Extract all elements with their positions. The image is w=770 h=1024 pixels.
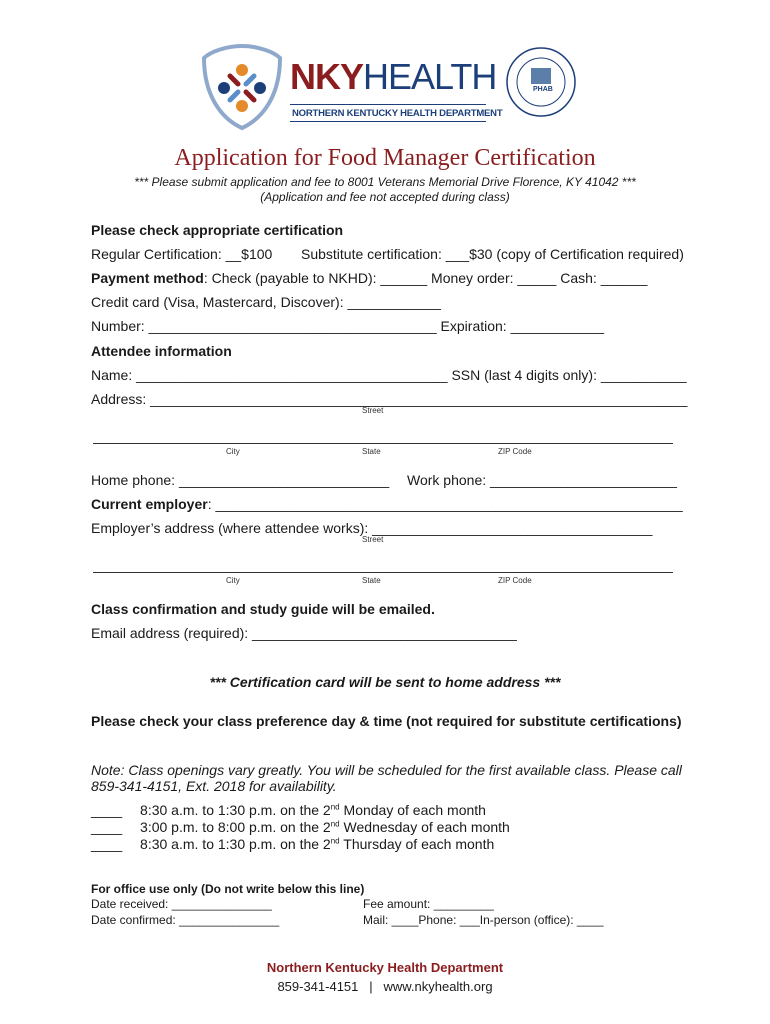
address-line-2[interactable] (93, 443, 673, 444)
fee-amount-field[interactable]: Fee amount: _________ (363, 897, 494, 911)
class-option-3[interactable] (91, 836, 494, 852)
class-option-2[interactable] (91, 819, 510, 835)
submit-notice: *** Please submit application and fee to 8001 Veterans Memorial Drive Florence, KY 41042 *** (134, 175, 636, 189)
regular-cert-field[interactable]: Regular Certification: __$100 (91, 246, 273, 262)
name-ssn-field[interactable]: Name: ________________________________________ SSN (last 4 digits only): ___________ (91, 367, 687, 383)
zip-label: ZIP Code (498, 447, 532, 456)
class-option-day: Thursday of each month (339, 836, 495, 852)
ordinal-suffix: nd (330, 802, 340, 812)
employer-address-field[interactable]: Employer’s address (where attendee works): ____________________________________ (91, 520, 653, 536)
class-option-blank[interactable]: ____ (91, 819, 123, 835)
cert-heading: Please check appropriate certification (91, 222, 344, 238)
substitute-cert-field[interactable]: Substitute certification: ___$30 (copy of Certification required) (301, 246, 684, 262)
class-option-text: 8:30 a.m. to 1:30 p.m. on the 2 (140, 802, 331, 818)
class-option-text: 8:30 a.m. to 1:30 p.m. on the 2 (140, 836, 331, 852)
home-phone-field[interactable]: Home phone: ___________________________ (91, 472, 390, 488)
employer-state-label: State (362, 576, 381, 585)
footer-contact: 859-341-4151 | www.nkyhealth.org (277, 979, 493, 994)
nkyhealth-shield-icon (200, 42, 284, 132)
employer-city-label: City (226, 576, 240, 585)
payment-method-fields[interactable]: : Check (payable to NKHD): ______ Money order: _____ Cash: ______ (203, 270, 648, 286)
card-number-field[interactable]: Number: _____________________________________ Expiration: ____________ (91, 318, 605, 334)
current-employer-row[interactable] (91, 496, 683, 512)
class-option-text: 3:00 p.m. to 8:00 p.m. on the 2 (140, 819, 331, 835)
preference-heading: Please check your class preference day & time (not required for substitute certifications) (91, 713, 682, 729)
phab-label: PHAB (533, 86, 553, 93)
ordinal-suffix: nd (330, 819, 340, 829)
address-field[interactable]: Address: _____________________________________________________________________ (91, 391, 688, 407)
org-name-bold: NKY (290, 56, 364, 97)
class-option-day: Wednesday of each month (339, 819, 510, 835)
email-field[interactable]: Email address (required): __________________________________ (91, 625, 517, 641)
work-phone-field[interactable]: Work phone: ________________________ (407, 472, 677, 488)
availability-note-1: Note: Class openings vary greatly. You will be scheduled for the first available class. Please call (91, 762, 682, 778)
page-title: Application for Food Manager Certification (174, 145, 596, 171)
phab-seal-icon (505, 46, 577, 118)
class-option-blank[interactable]: ____ (91, 802, 123, 818)
org-name-light: HEALTH (363, 56, 497, 97)
org-subtitle: NORTHERN KENTUCKY HEALTH DEPARTMENT (292, 108, 503, 119)
email-heading: Class confirmation and study guide will be emailed. (91, 601, 435, 617)
contact-method-field[interactable]: Mail: ____Phone: ___In-person (office): ____ (363, 913, 604, 927)
payment-method-label: Payment method (91, 270, 204, 286)
availability-note-2: 859-341-4151, Ext. 2018 for availability. (91, 778, 337, 794)
current-employer-label: Current employer (91, 496, 208, 512)
date-confirmed-field[interactable]: Date confirmed: _______________ (91, 913, 280, 927)
date-received-field[interactable]: Date received: _______________ (91, 897, 272, 911)
card-notice: *** Certification card will be sent to home address *** (209, 674, 561, 690)
employer-address-line-2[interactable] (93, 572, 673, 573)
city-label: City (226, 447, 240, 456)
current-employer-field[interactable]: : ____________________________________________________________ (207, 496, 683, 512)
class-option-day: Monday of each month (339, 802, 486, 818)
fee-notice: (Application and fee not accepted during class) (260, 190, 510, 204)
credit-card-field[interactable]: Credit card (Visa, Mastercard, Discover): ____________ (91, 294, 441, 310)
state-label: State (362, 447, 381, 456)
ordinal-suffix: nd (330, 836, 340, 846)
street-label: Street (362, 406, 384, 415)
employer-zip-label: ZIP Code (498, 576, 532, 585)
attendee-heading: Attendee information (91, 343, 232, 359)
office-use-heading: For office use only (Do not write below this line) (91, 882, 365, 896)
footer-org: Northern Kentucky Health Department (266, 960, 504, 975)
payment-method-row[interactable] (91, 270, 647, 286)
org-subtitle-bar (290, 104, 503, 122)
phab-seal (505, 46, 577, 118)
nkyhealth-logo (200, 42, 503, 132)
class-option-1[interactable] (91, 802, 486, 818)
class-option-blank[interactable]: ____ (91, 836, 123, 852)
employer-street-label: Street (362, 535, 384, 544)
